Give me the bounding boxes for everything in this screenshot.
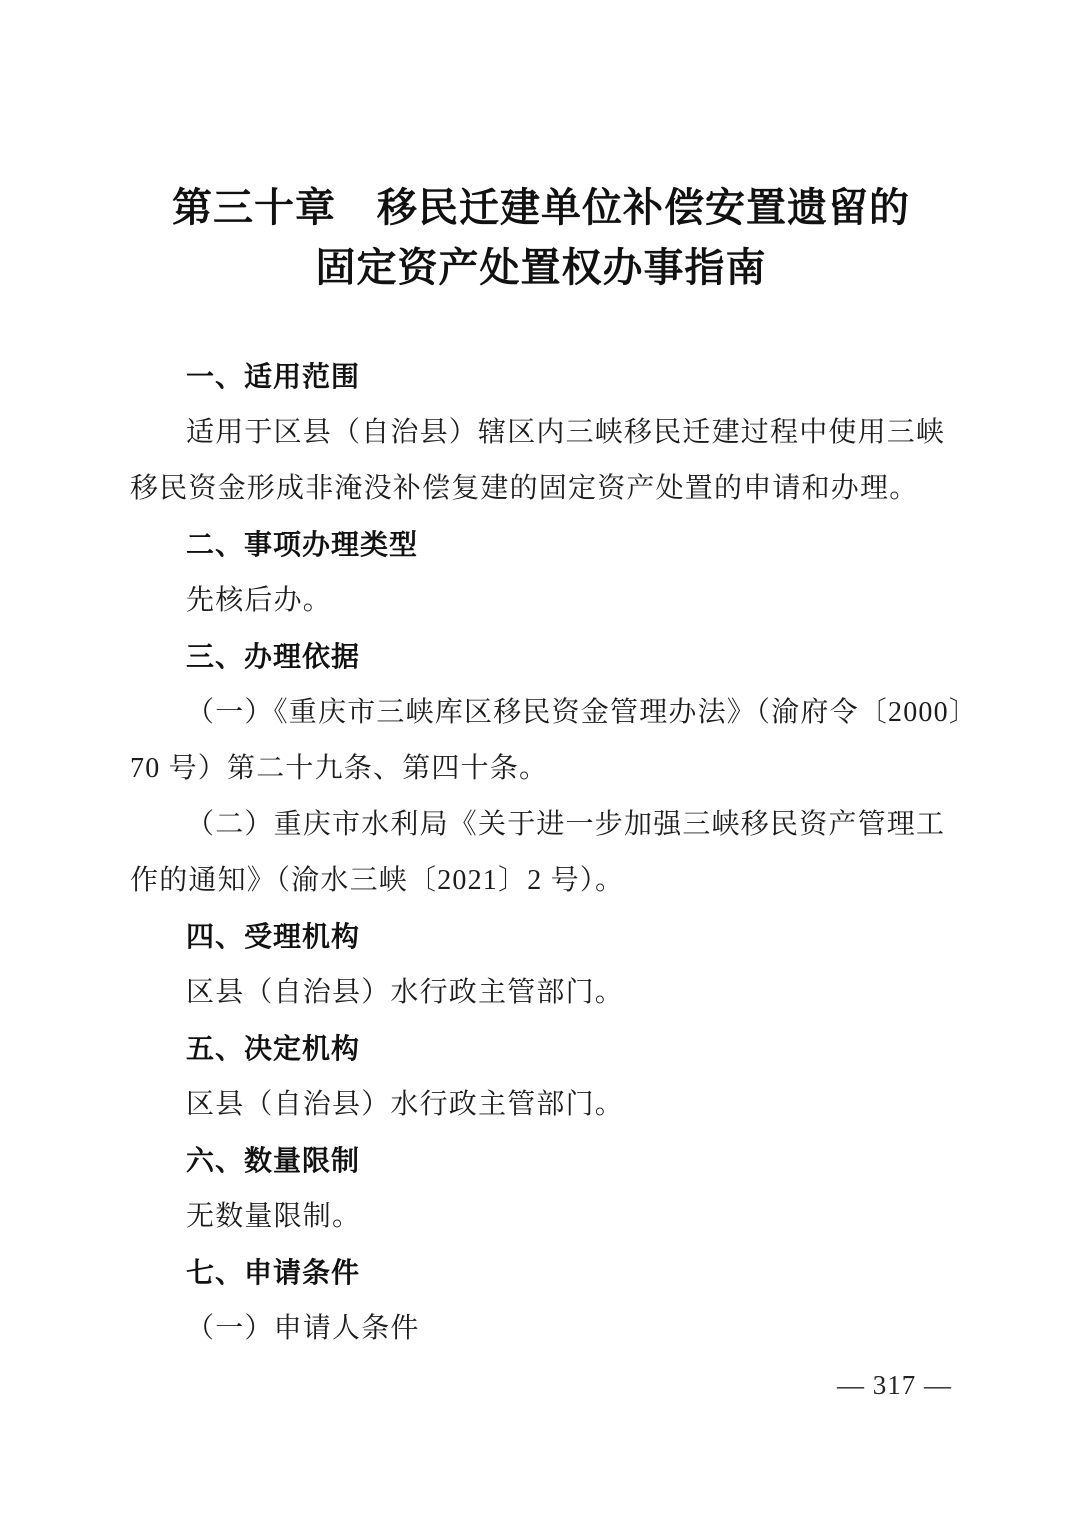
page-number: — 317 — bbox=[837, 1370, 952, 1400]
chapter-title bbox=[130, 178, 952, 298]
chapter-title-line2: 固定资产处置权办事指南 bbox=[315, 245, 767, 290]
chapter-title-line1: 第三十章 移民迁建单位补偿安置遗留的 bbox=[172, 185, 910, 230]
body-line: 适用于区县（自治县）辖区内三峡移民迁建过程中使用三峡 bbox=[186, 417, 946, 448]
document-body bbox=[130, 349, 979, 1357]
section-heading: 一、适用范围 bbox=[186, 361, 361, 392]
body-line: （一）申请人条件 bbox=[186, 1313, 420, 1344]
body-line: （二）重庆市水利局《关于进一步加强三峡移民资产管理工 bbox=[186, 809, 946, 840]
body-line: 移民资金形成非淹没补偿复建的固定资产处置的申请和办理。 bbox=[130, 473, 919, 504]
body-line: 区县（自治县）水行政主管部门。 bbox=[186, 977, 625, 1008]
section-heading: 四、受理机构 bbox=[186, 921, 361, 952]
body-line: 先核后办。 bbox=[186, 585, 333, 616]
body-line: （一）《重庆市三峡库区移民资金管理办法》（渝府令〔2000〕 bbox=[186, 697, 979, 728]
section-heading: 三、办理依据 bbox=[186, 641, 361, 672]
section-heading: 七、申请条件 bbox=[186, 1257, 361, 1288]
section-heading: 五、决定机构 bbox=[186, 1033, 361, 1064]
body-line: 区县（自治县）水行政主管部门。 bbox=[186, 1089, 625, 1120]
body-line: 70 号）第二十九条、第四十条。 bbox=[130, 753, 549, 784]
body-line: 作的通知》（渝水三峡〔2021〕2 号）。 bbox=[130, 865, 625, 896]
page-content bbox=[130, 0, 979, 1413]
body-line: 无数量限制。 bbox=[186, 1201, 362, 1232]
section-heading: 二、事项办理类型 bbox=[186, 529, 419, 560]
section-heading: 六、数量限制 bbox=[186, 1145, 361, 1176]
